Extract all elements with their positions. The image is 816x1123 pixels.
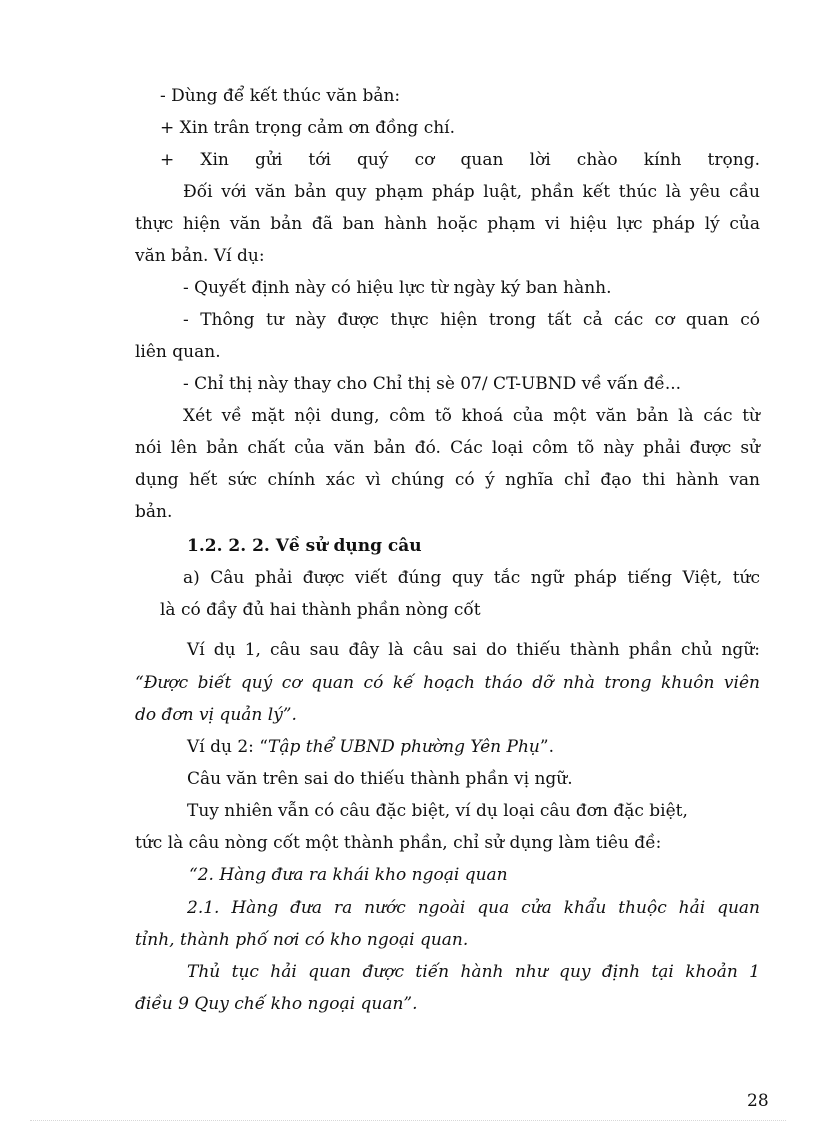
footer-divider [30,1120,786,1121]
text-line: dụng hết sức chính xác vì chúng có ý nghĩa chỉ đạo thi hành van [135,470,760,490]
text-line: - Chỉ thị này thay cho Chỉ thị sè 07/ CT-UBND về vấn đề... [183,374,682,394]
text-line: - Quyết định này có hiệu lực từ ngày ký ban hành. [183,278,612,298]
text-run: Ví dụ 2: “ [187,737,268,757]
text-line: bản. [135,502,173,522]
text-line: tỉnh, thành phố nơi có kho ngoại quan. [135,930,469,950]
text-line: “2. Hàng đưa ra khái kho ngoại quan [189,865,508,885]
section-heading: 1.2. 2. 2. Về sử dụng câu [187,536,422,556]
text-line: tức là câu nòng cốt một thành phần, chỉ sử dụng làm tiêu đề: [135,833,662,853]
text-line: liên quan. [135,342,221,362]
text-line: Tuy nhiên vẫn có câu đặc biệt, ví dụ loại câu đơn đặc biệt, [187,801,688,821]
text-line: Thủ tục hải quan được tiến hành như quy định tại khoản 1 [187,962,760,982]
text-line: là có đầy đủ hai thành phần nòng cốt [160,600,481,620]
text-line: - Dùng để kết thúc văn bản: [160,86,401,106]
text-line: nói lên bản chất của văn bản đó. Các loại côm tõ này phải được sử [135,438,760,458]
text-line: Đối với văn bản quy phạm pháp luật, phần kết thúc là yêu cầu [183,182,760,202]
text-run: ”. [539,737,554,757]
text-line: Xét về mặt nội dung, côm tõ khoá của một văn bản là các từ [183,406,760,426]
text-line: Ví dụ 1, câu sau đây là câu sai do thiếu thành phần chủ ngữ: [187,640,760,660]
text-line: thực hiện văn bản đã ban hành hoặc phạm vi hiệu lực pháp lý của [135,214,760,234]
text-line: a) Câu phải được viết đúng quy tắc ngữ pháp tiếng Việt, tức [183,568,760,588]
text-line: + Xin gửi tới quý cơ quan lời chào kính trọng. [160,150,760,170]
text-line: “Được biết quý cơ quan có kế hoạch tháo dỡ nhà trong khuôn viên [135,673,760,693]
text-line: - Thông tư này được thực hiện trong tất cả các cơ quan có [183,310,760,330]
text-line: 2.1. Hàng đưa ra nước ngoài qua cửa khẩu thuộc hải quan [187,898,760,918]
text-line: Câu văn trên sai do thiếu thành phần vị ngữ. [187,769,573,789]
text-line: điều 9 Quy chế kho ngoại quan”. [135,994,418,1014]
text-run: Tập thể UBND phường Yên Phụ [268,737,540,757]
text-line: văn bản. Ví dụ: [135,246,265,266]
page-number: 28 [747,1091,769,1111]
text-line: do đơn vị quản lý”. [135,705,297,725]
text-line: + Xin trân trọng cảm ơn đồng chí. [160,118,456,138]
text-line [187,736,554,758]
